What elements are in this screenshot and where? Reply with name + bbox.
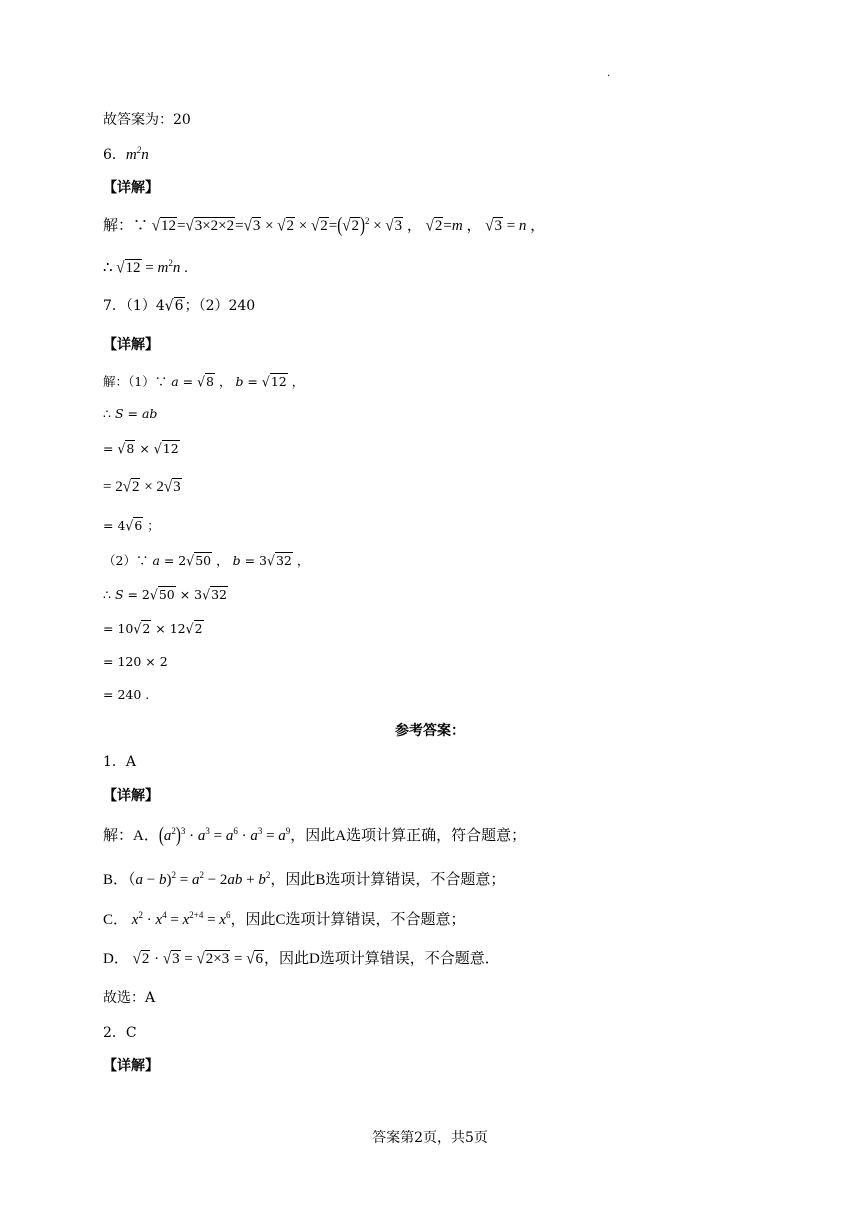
header-dot: . bbox=[607, 68, 611, 79]
q2-heading: 2．C bbox=[103, 1025, 137, 1041]
q7-detail-label: 【详解】 bbox=[103, 337, 159, 353]
q7-step-8: = 10√2 × 12√2 bbox=[103, 620, 203, 637]
answer-line: 故答案为：20 bbox=[103, 112, 191, 128]
page-footer: 答案第2页，共5页 bbox=[372, 1130, 488, 1146]
q6-solution-line2: ∴ $√12 = m^2n$ . bbox=[103, 258, 188, 277]
q7-heading: 7．（1）4√6；（2）240 bbox=[103, 297, 256, 315]
q7-step-5: = 4√6 ； bbox=[103, 517, 160, 534]
q2-detail-label: 【详解】 bbox=[103, 1058, 159, 1074]
q6-solution-line1: 解：∵ $√12=√3\times 2\times 2=√3 \times √2 \times √2=(√2)^2 \times √3$ ， √2=m ， √3 = n ， bbox=[103, 214, 546, 238]
q6-detail-label: 【详解】 bbox=[103, 180, 159, 196]
q1-heading: 1．A bbox=[103, 754, 137, 770]
q1-option-d: D． √2 · √3 = √2×3 = √6，因此D选项计算错误，不合题意． bbox=[103, 950, 500, 968]
q7-step-6: （2）∵ a = 2√50 ， b = 3√32 ， bbox=[103, 552, 310, 569]
q1-detail-label: 【详解】 bbox=[103, 788, 159, 804]
q7-step-2: ∴ S = ab bbox=[103, 406, 158, 421]
q6-heading: 6．$m^2n$ bbox=[103, 145, 149, 163]
q1-option-c: C． $x^2 \cdot x^4 = x^{2+4} = x^6$，因此C选项计算错误，不合题意； bbox=[103, 910, 466, 928]
q7-step-4: = 2√2 × 2√3 bbox=[103, 478, 181, 496]
q7-step-3: = √8 × √12 bbox=[103, 440, 179, 457]
q7-step-9: = 120 × 2 bbox=[103, 654, 168, 669]
q7-step-10: = 240 . bbox=[103, 687, 150, 702]
q1-option-b: B．$(a - b)^2 = a^2 - 2ab + b^2$，因此B选项计算错误，不合题意； bbox=[103, 870, 506, 888]
section-title: 参考答案： bbox=[395, 723, 465, 739]
q1-choice: 故选：A bbox=[103, 990, 156, 1006]
q7-step-7: ∴ S = 2√50 × 3√32 bbox=[103, 586, 228, 603]
q7-step-1: 解：（1）∵ a = √8 ， b = √12 ， bbox=[103, 373, 305, 390]
q1-option-a: 解：A．$(a^2)^3 \cdot a^3 = a^6 \cdot a^3 = a^9$，因此A选项计算正确，符合题意； bbox=[103, 824, 527, 848]
